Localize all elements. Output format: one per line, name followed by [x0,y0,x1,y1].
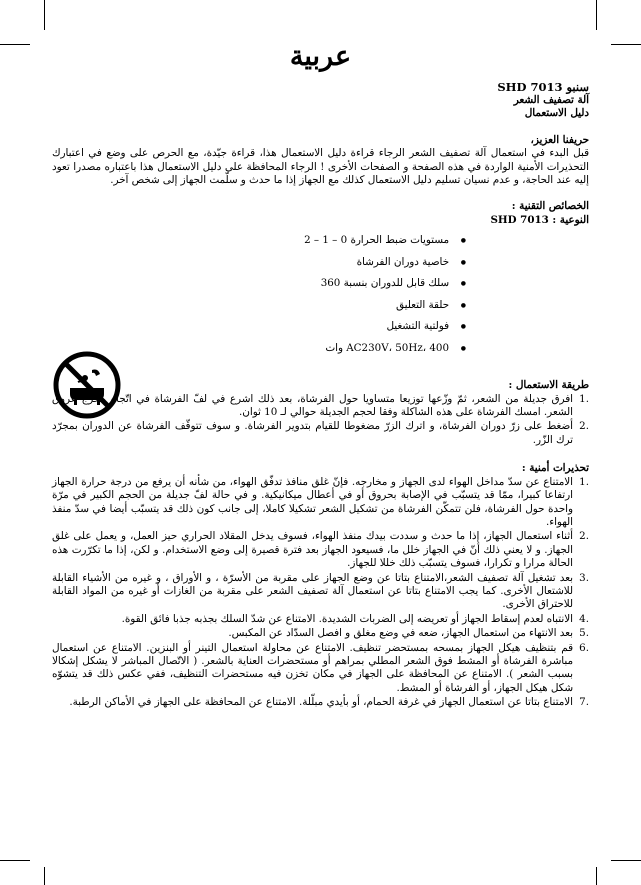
safety-item [52,613,589,626]
item-number: 2. [579,420,589,433]
item-text: أثناء استعمال الجهاز، إذا ما حدث و سددت بيدك منفذ الهواء، فسوف يدخل المقلاد الحراري حيز العمل، و يعمل على غلق الجهاز. و لا يعني ذلك أنّ في الجهاز خلل ما، فسيعود الجهاز بعد فترة قصيرة إلى وضع الاستخدام. و لكن، إذا ما تكرّرت هذه الحالة مرارا و تكرارا، فسوف يتسبّب ذلك خللا للجهاز. [52,530,573,570]
item-number: 1. [579,392,589,405]
item-number: 3. [579,571,589,584]
item-text: الامتناع بتاتا عن استعمال الجهاز في غرفة الحمام، أو بأيدي مبلّلة. الامتناع عن المحافظة على الجهاز في الأماكن الرطبة. [69,696,573,709]
manual-page [52,40,589,711]
crop-mark [0,860,30,861]
model-number: سنبو SHD 7013 [497,80,589,94]
item-text: قم بتنظيف هيكل الجهاز بمسحه بمستحضر تنظيف. الامتناع عن محاولة استعمال التينر أو البنزين. الامتناع عن استعمال مباشرة الفرشاة أو المشط فوق الشعر المطلي بمراهم أو مستحضرات العناية بالشعر. ( الاتّصال المباشر لا يشكل إشكالا بسبب الشعر ). الامتناع عن المحافظة على الجهاز في مكان تخزن فيه مستحضرات التنظيف، ففي عكس ذلك قد يتشوّه شكل هيكل الجهاز، أو الفرشاة أو المشط. [52,641,573,694]
manual-name: دليل الاستعمال [524,107,589,120]
usage-item [52,420,589,447]
item-text: الامتناع عن سدّ مداخل الهواء لدى الجهاز و مخارجه. فإنّ غلق منافذ تدفّق الهواء، من شأنه أن يرفع من درجة حرارة الجهاز ارتفاعا كبيرا، ممّا قد يتسبّب في الإصابة بحروق أو في أعطال ميكانيكية. و في حالة لفّ جديلة من الحجم الكبير في مرّة واحدة حول الفرشاة، فلن تتمكّن الفرشاة من تشكيل الشعر تشكيلا كاملا، إلى جانب كون ذلك قد يتسبّب أيضا في سدّ منفذ الهواء. [52,475,573,528]
spec-item: ● AC230V، 50Hz، 400 وات [52,338,589,360]
item-text: بعد الانتهاء من استعمال الجهاز، ضعه في وضع مغلق و افصل السدّاد عن المكبس. [228,627,573,640]
page-title: عربية [289,41,352,72]
crop-mark [611,860,641,861]
safety-item [52,627,589,640]
usage-item [52,393,589,420]
specs-list [52,230,589,359]
safety-item [52,696,589,709]
safety-heading: تحذيرات أمنية : [521,462,589,475]
crop-mark [44,0,45,30]
crop-mark [596,867,597,885]
item-number: 5. [579,627,589,640]
intro-text: قبل البدء في استعمال آلة تصفيف الشعر الرجاء قراءة دليل الاستعمال هذا، قراءة جيّدة، مع الحرص على وضع في اعتبارك التحذيرات الأمنية الواردة في هذه الصفحة و الصفحات الأخرى ! الرجاء المحافظة على دليل الاستعمال هذا باعتباره مصدرا تعود إليه عند الحاجة، و عدم نسيان تسليم دليل الاستعمال كذلك مع الجهاز إذا ما حدث و سلّمت الجهاز إلى شخص آخر. [52,147,589,187]
safety-item [52,530,589,570]
greeting: حريفنا العزيز، [530,133,589,146]
item-number: 4. [579,612,589,625]
safety-item [52,476,589,530]
usage-list [52,393,589,448]
crop-mark [44,867,45,885]
item-text: افرق جديلة من الشعر، ثمّ وزّعها توزيعا متساويا حول الفرشاة، بعد ذلك اشرع في لفّ الفرشاة في اتّجاه مخرج عروق الشعر. امسك الفرشاة على هذه الشاكلة وفقا لحجم الجديلة حوالي لـ 10 ثوان. [52,392,573,419]
usage-heading: طريقة الاستعمال : [508,379,589,392]
item-text: أضغط على زرّ دوران الفرشاة، و اترك الزرّ مضغوطا للقيام بتدوير الفرشاة. و سوف تتوقّف الفرشاة عن الدوران بمجرّد ترك الزّر. [52,420,573,446]
crop-mark [611,44,641,45]
item-number: 7. [579,696,589,709]
safety-list [52,476,589,710]
safety-item [52,642,589,696]
specs-type: النوعية : SHD 7013 [490,213,589,226]
safety-item [52,572,589,612]
crop-mark [596,0,597,30]
item-number: 2. [579,530,589,543]
spec-item: ● مستويات ضبط الحرارة 0 – 1 – 2 [52,230,589,252]
item-number: 6. [579,641,589,654]
spec-item: ● حلقة التعليق [52,295,589,317]
specs-heading: الخصائص التقنية : [511,200,589,213]
spec-item: ● خاصية دوران الفرشاة [52,252,589,274]
crop-mark [0,44,30,45]
item-text: الانتباه لعدم إسقاط الجهاز أو تعريضه إلى الضربات الشديدة. الامتناع عن شدّ السلك بجذبه جذبا فائق القوة. [121,612,573,625]
item-number: 1. [579,475,589,488]
spec-item: ● سلك قابل للدوران بنسبة 360 [52,273,589,295]
spec-item: ● فولتية التشغيل [52,316,589,338]
product-name: آلة تصفيف الشعر [513,94,589,106]
item-text: بعد تشغيل آلة تصفيف الشعر،الامتناع بتاتا عن وضع الجهاز على مقربة من الأسرّة ، و الأوراق ، و غيره من الأشياء القابلة للاشتعال الأخرى. كما يجب الامتناع بتاتا عن استعمال آلة تصفيف الشعر على مقربة من الغازات أو غيره من المواد القابلة للاحتراق الأخرى. [52,571,573,611]
